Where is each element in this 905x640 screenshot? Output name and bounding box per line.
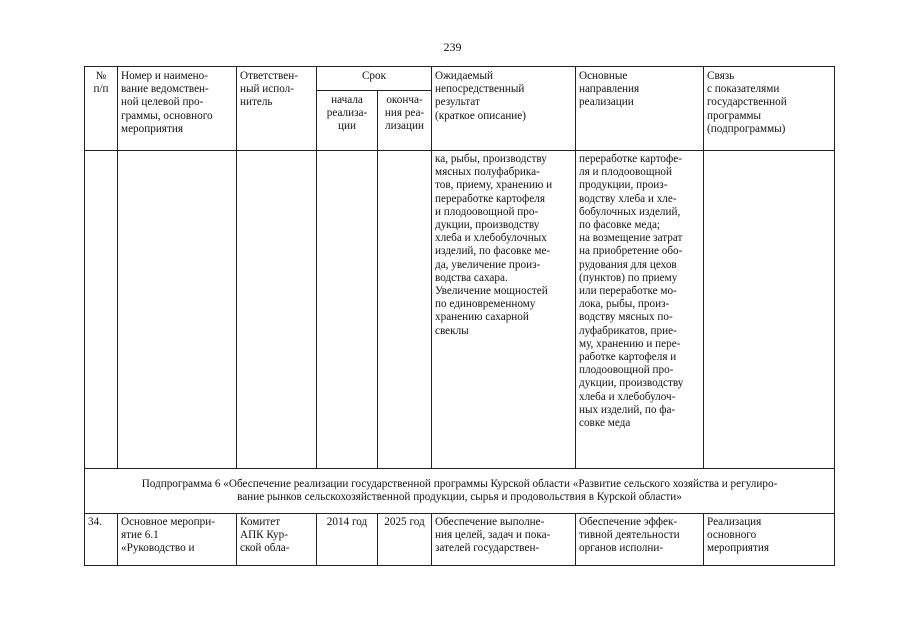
header-term-end: оконча- ния реа- лизации xyxy=(378,91,432,151)
cell-empty xyxy=(85,151,118,469)
row-expected-result: Обеспечение выполне- ния целей, задач и пока- зателей государствен- xyxy=(432,514,576,566)
table-row xyxy=(85,514,835,566)
continuation-result: ка, рыбы, производству мясных полуфабрика- тов, приему, хранению и переработке картофеля и плодоовощной про- дукции, производству хлеба и хлебобулочных изделий, по фасовке ме- да, увеличение произ- водства сахара. Увеличение мощностей по единовременному хранению сахарной свеклы xyxy=(432,151,576,469)
continuation-directions: переработке картофе- ля и плодоовощной продукции, произ- водству хлеба и хле- бобулочных изделий, по фасовке меда; на возмещение затрат на приобретение обо- рудования для цехов (пунктов) по приему или переработке мо- лока, рыбы, произ- водству мясных по- луфабрикатов, прие- му, хранению и пере- работке картофеля и плодоовощной про- дукции, производству хлеба и хлебобулоч- ных изделий, по фа- совке меда xyxy=(576,151,704,469)
header-expected-result: Ожидаемый непосредственный результат (краткое описание) xyxy=(432,67,576,151)
page-number: 239 xyxy=(443,40,462,54)
header-link-indicators: Связь с показателями государственной программы (подпрограммы) xyxy=(704,67,835,151)
subprogram-row xyxy=(85,469,835,514)
row-executor: Комитет АПК Кур- ской обла- xyxy=(237,514,317,566)
row-link-indicators: Реализация основного мероприятия xyxy=(704,514,835,566)
header-term: Срок xyxy=(317,67,432,91)
subprogram-title: Подпрограмма 6 «Обеспечение реализации государственной программы Курской области «Развитие сельского хозяйства и регулиро- вание рынков сельскохозяйственной продукции, сырья и продовольствия в Курской области» xyxy=(85,469,835,514)
row-program-name: Основное меропри- ятие 6.1 «Руководство и xyxy=(118,514,237,566)
row-start-year: 2014 год xyxy=(317,514,378,566)
row-end-year: 2025 год xyxy=(378,514,432,566)
row-number: 34. xyxy=(85,514,118,566)
cell-empty xyxy=(317,151,378,469)
header-number: № п/п xyxy=(85,67,118,151)
continuation-row xyxy=(85,151,835,469)
header-term-start: начала реализа- ции xyxy=(317,91,378,151)
cell-empty xyxy=(378,151,432,469)
header-program-name: Номер и наимено- вание ведомствен- ной целевой про- граммы, основного мероприятия xyxy=(118,67,237,151)
header-executor: Ответствен- ный испол- нитель xyxy=(237,67,317,151)
cell-empty xyxy=(237,151,317,469)
row-directions: Обеспечение эффек- тивной деятельности органов исполни- xyxy=(576,514,704,566)
cell-empty xyxy=(118,151,237,469)
header-directions: Основные направления реализации xyxy=(576,67,704,151)
program-table xyxy=(84,66,835,566)
cell-empty xyxy=(704,151,835,469)
